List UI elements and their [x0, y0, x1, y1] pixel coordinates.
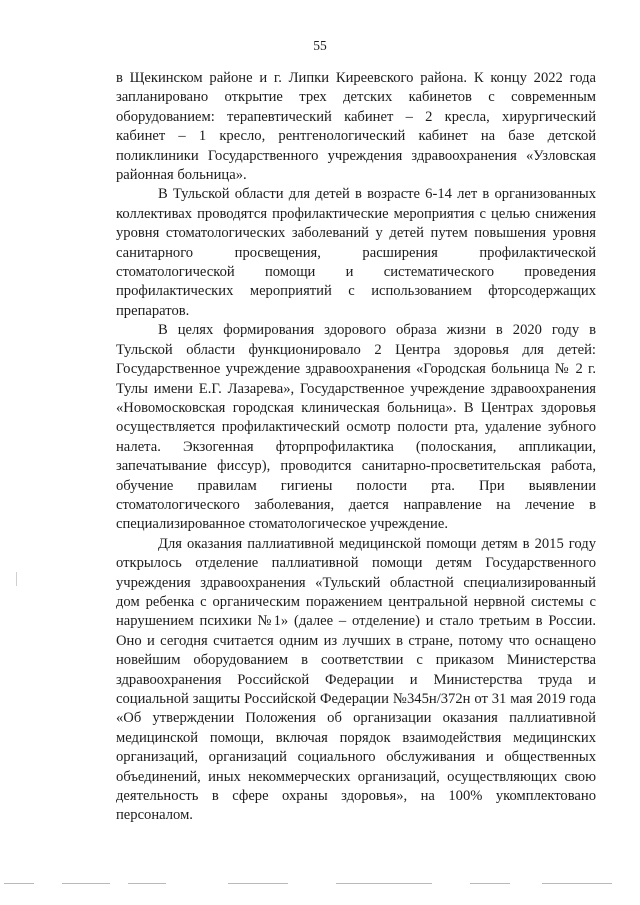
scan-artifact-mark	[16, 572, 17, 586]
paragraph-dental-prevention: В Тульской области для детей в возрасте 6-14 лет в организованных коллективах проводятся профилактические мероприятия с целью снижения уровня стоматологических заболеваний у детей путем повышения уровня санитарного просвещения, расширения профилактической стоматологической помощи и систематического проведения профилактических мероприятий с использованием фторсодержащих препаратов.	[116, 186, 596, 319]
paragraph-health-centers: В целях формирования здорового образа жизни в 2020 году в Тульской области функционировало 2 Центра здоровья для детей: Государственное учреждение здравоохранения «Городская больница № 2 г. Тулы имени Е.Г. Лазарева», Государственное учреждение здравоохранения «Новомосковская городская клиническая больница». В Центрах здоровья осуществляется профилактический осмотр полости рта, удаление зубного налета. Экзогенная фторпрофилактика (полоскания, аппликации, запечатывание фиссур), проводится санитарно-просветительская работа, обучение правилам гигиены полости рта. При выявлении стоматологического заболевания, дается направление на лечение в специализированное стоматологическое учреждение.	[116, 322, 596, 533]
paragraph-continuation: в Щекинском районе и г. Липки Киреевского района. К концу 2022 года запланировано открытие трех детских кабинетов с современным оборудованием: терапевтический кабинет – 2 кресла, хирургический кабинет – 1 кресло, рентгенологический кабинет на базе детской поликлиники Государственного учреждения здравоохранения «Узловская районная больница».	[116, 70, 596, 184]
body-text	[116, 69, 596, 826]
scan-edge-artifact	[0, 883, 640, 887]
page-number: 55	[313, 38, 327, 53]
paragraph-palliative-care: Для оказания паллиативной медицинской помощи детям в 2015 году открылось отделение паллиативной помощи детям Государственного учреждения здравоохранения «Тульский областной специализированный дом ребенка с органическим поражением центральной нервной системы с нарушением психики №1» (далее – отделение) и стало третьим в России. Оно и сегодня считается одним из лучших в стране, потому что оснащено новейшим оборудованием в соответствии с приказом Министерства здравоохранения Российской Федерации и Министерства труда и социальной защиты Российской Федерации №345н/372н от 31 мая 2019 года «Об утверждении Положения об организации оказания паллиативной медицинской помощи, включая порядок взаимодействия медицинских организаций, организаций социального обслуживания и общественных объединений, иных некоммерческих организаций, осуществляющих свою деятельность в сфере охраны здоровья», на 100% укомплектовано персоналом.	[116, 535, 596, 824]
